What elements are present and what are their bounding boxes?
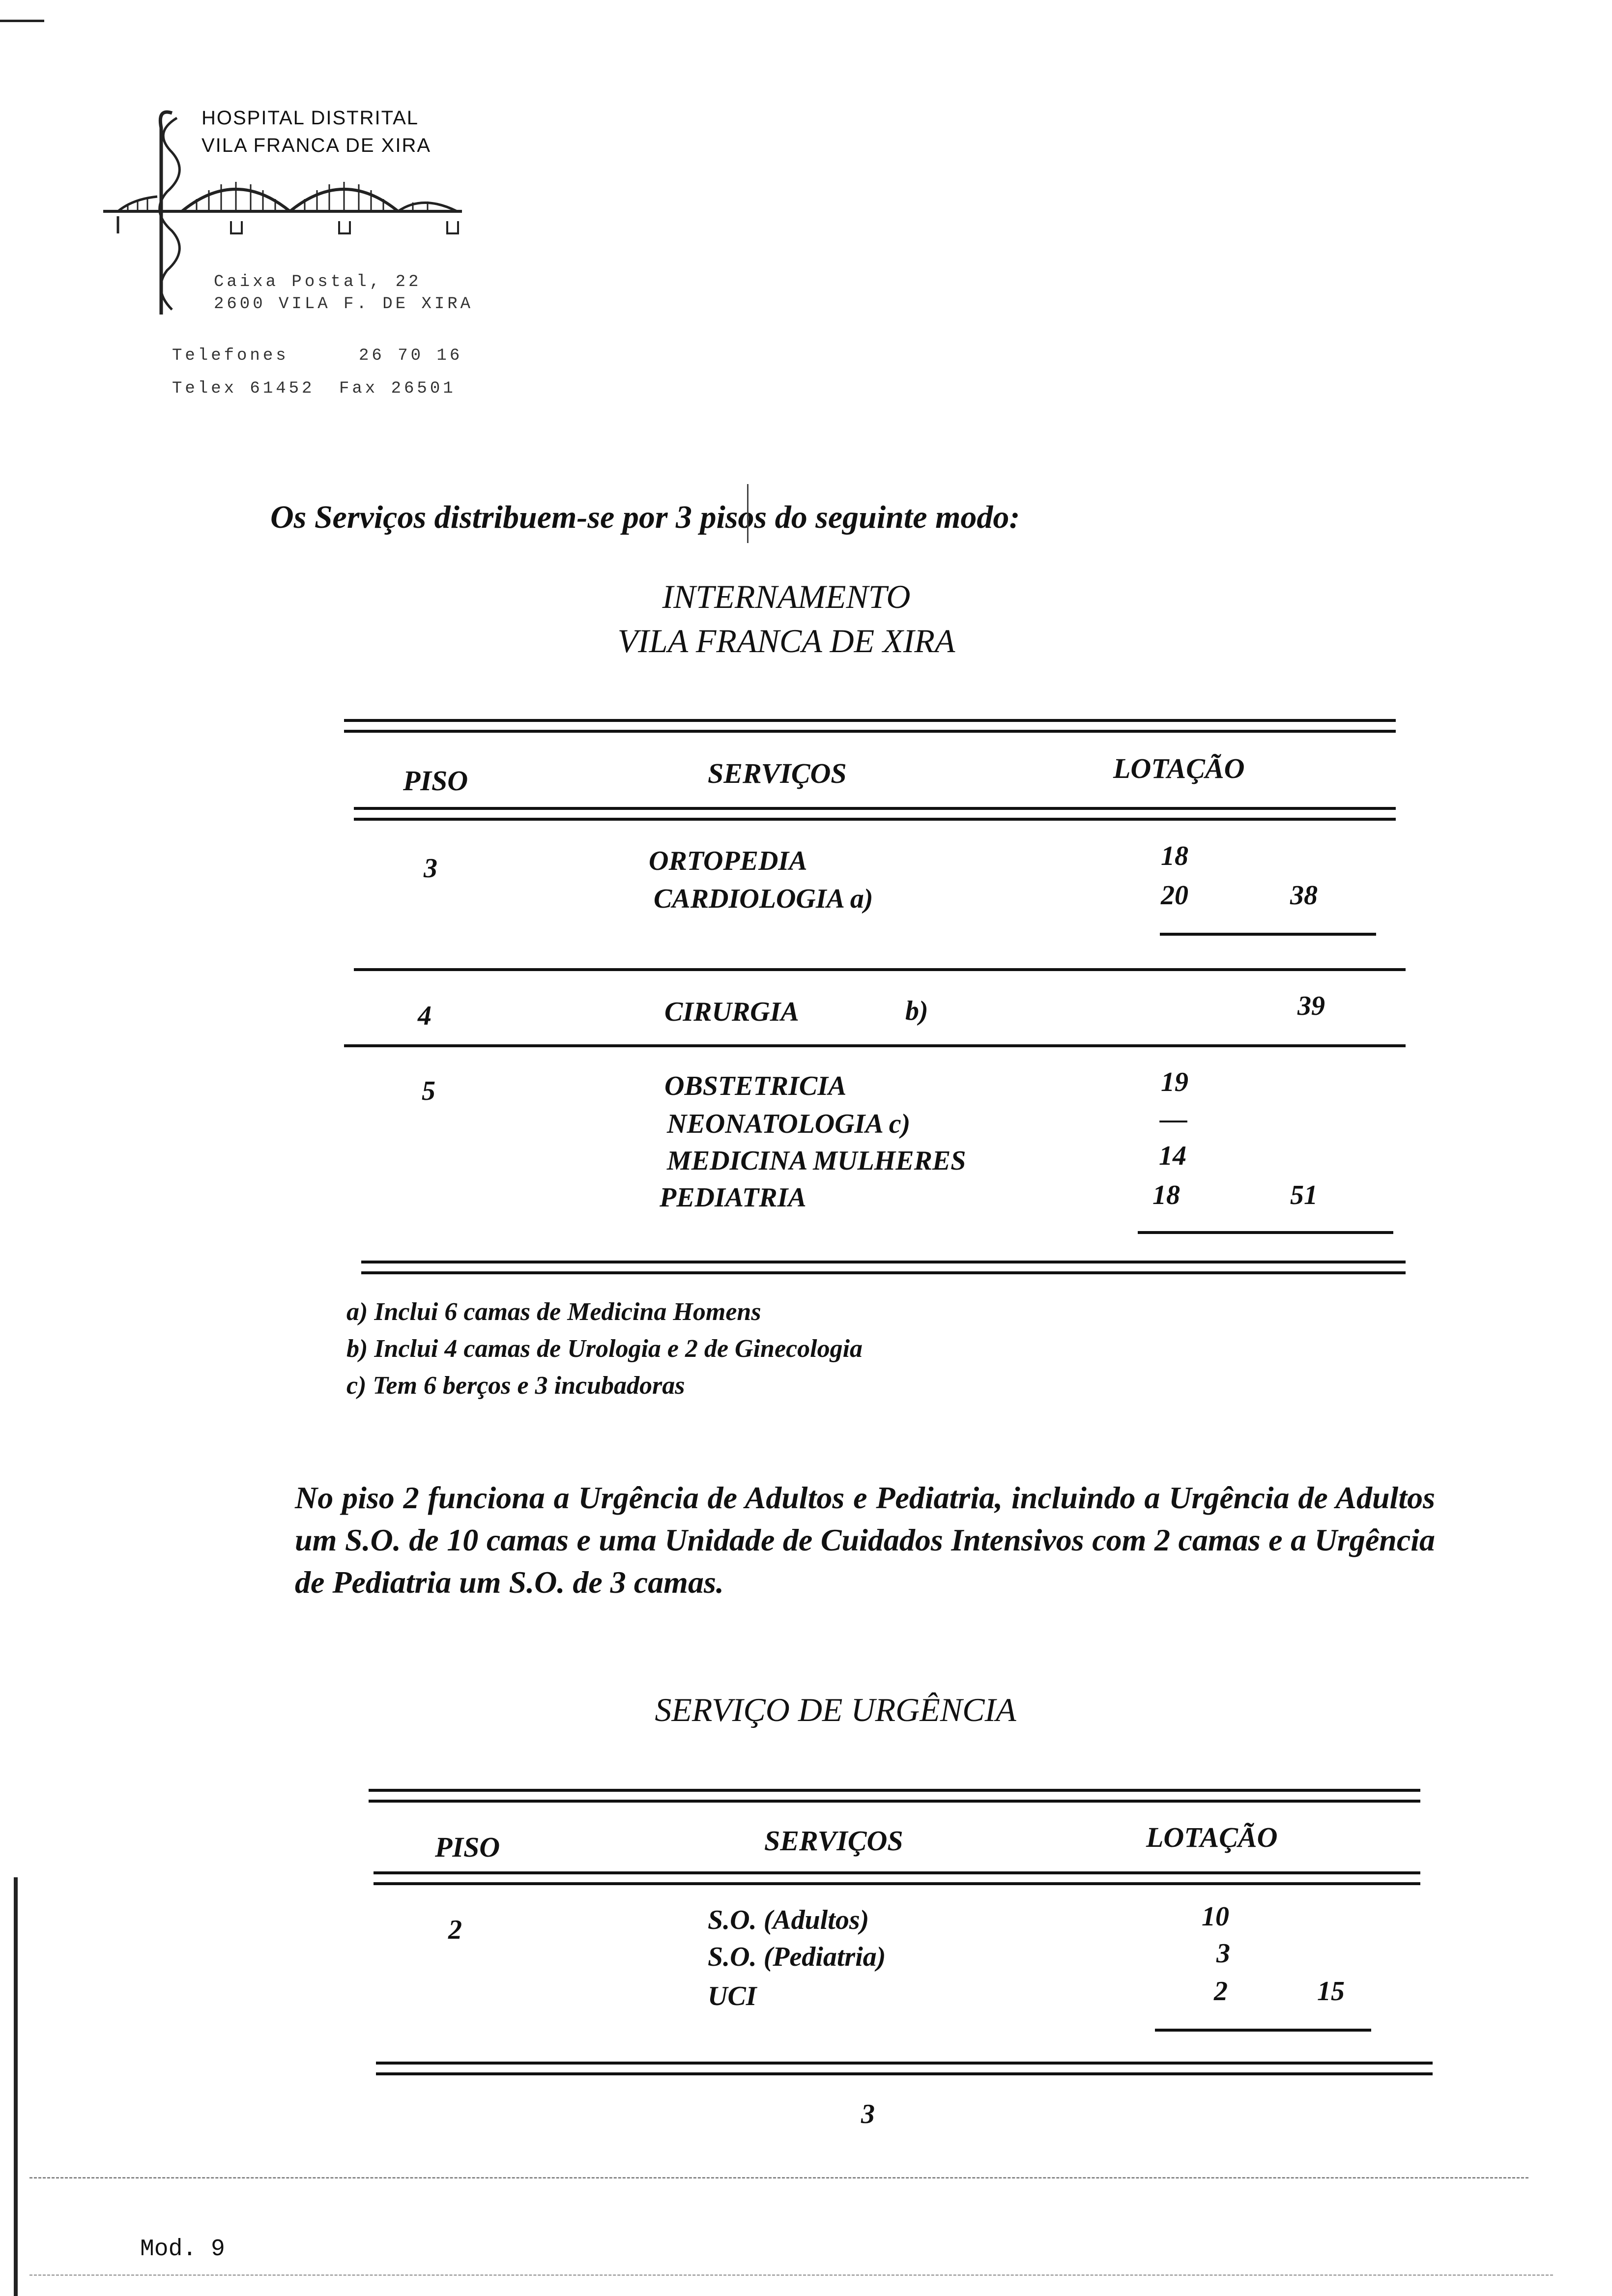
table1-piso-4: 4: [418, 1001, 432, 1031]
table1-top-rule: [344, 719, 1396, 733]
table1-header-rule: [354, 807, 1396, 821]
table1-servico-cirurgia: CIRURGIA: [664, 997, 799, 1027]
hospital-name-line1: HOSPITAL DISTRITAL: [202, 107, 419, 129]
table1-subtotal-rule-5: [1138, 1231, 1393, 1234]
table2-servico-uci: UCI: [708, 1981, 757, 2011]
table2-total: 15: [1317, 1976, 1345, 2007]
table2-piso-2: 2: [448, 1915, 462, 1945]
table1-lotacao-pediatria: 18: [1152, 1180, 1180, 1210]
table2-top-rule: [369, 1789, 1420, 1803]
table2-lotacao-so-pediatria: 3: [1216, 1938, 1230, 1969]
table2-header-lotacao: LOTAÇÃO: [1146, 1821, 1278, 1853]
table2-header-rule: [374, 1871, 1420, 1885]
table2-subtotal-rule: [1155, 2029, 1371, 2032]
urgency-paragraph: No piso 2 funciona a Urgência de Adultos e Pediatria, incluindo a Urgência de Adultos um S.O. de 10 camas e uma Unidade de Cuidados Intensivos com 2 camas e a Urgência de Pediatria um S.O. de 3 camas.: [295, 1480, 1435, 1600]
intro-text: Os Serviços distribuem-se por 3 pisos do seguinte modo:: [270, 499, 1020, 535]
table1-title-line1: INTERNAMENTO: [662, 578, 911, 615]
table1-header-servicos: SERVIÇOS: [708, 757, 847, 789]
table1-note-cirurgia: b): [905, 996, 928, 1026]
table1-lotacao-neonatologia: —: [1160, 1104, 1187, 1134]
table1-lotacao-ortopedia: 18: [1161, 841, 1188, 871]
table1-total-piso-3: 38: [1290, 880, 1318, 911]
address-line1: Caixa Postal, 22: [214, 273, 422, 291]
table2-title: SERVIÇO DE URGÊNCIA: [655, 1691, 1016, 1728]
table1-servico-pediatria: PEDIATRIA: [660, 1182, 806, 1213]
table1-piso-5: 5: [422, 1076, 435, 1106]
table1-subtotal-rule-3: [1160, 933, 1376, 936]
scan-artifact-dotted-line: [29, 2177, 1528, 2179]
table1-servico-ortopedia: ORTOPEDIA: [649, 846, 807, 876]
form-code: Mod. 9: [140, 2236, 225, 2263]
letterhead: [103, 98, 496, 423]
footnote-b: b) Inclui 4 camas de Urologia e 2 de Ginecologia: [346, 1335, 863, 1363]
table2-header-servicos: SERVIÇOS: [764, 1825, 903, 1857]
table1-servico-medicina-mulheres: MEDICINA MULHERES: [667, 1146, 966, 1176]
table2-header-piso: PISO: [435, 1831, 500, 1863]
address-line2: 2600 VILA F. DE XIRA: [214, 295, 474, 314]
table2-servico-so-adultos: S.O. (Adultos): [708, 1905, 869, 1935]
table2-servico-so-pediatria: S.O. (Pediatria): [708, 1942, 886, 1972]
table1-lotacao-obstetricia: 19: [1161, 1067, 1188, 1097]
fax: Fax 26501: [339, 379, 456, 398]
table1-servico-obstetricia: OBSTETRICIA: [664, 1071, 847, 1101]
scan-artifact-bottom-line: [29, 2274, 1553, 2276]
table2-lotacao-uci: 2: [1214, 1976, 1228, 2007]
phone-label: Telefones: [172, 346, 289, 365]
scan-artifact-left-edge: [14, 1877, 18, 2296]
phone-value: 26 70 16: [359, 346, 463, 365]
table1-header-lotacao: LOTAÇÃO: [1113, 752, 1245, 784]
table1-bottom-rule: [361, 1261, 1406, 1274]
footnote-c: c) Tem 6 berços e 3 incubadoras: [346, 1372, 685, 1400]
scan-artifact-line: [747, 484, 748, 543]
table1-lotacao-medicina-mulheres: 14: [1159, 1141, 1186, 1171]
table1-title-line2: VILA FRANCA DE XIRA: [617, 622, 955, 660]
table2-lotacao-so-adultos: 10: [1202, 1901, 1229, 1932]
table1-piso-3: 3: [424, 853, 437, 884]
table1-group-rule-2: [344, 1044, 1406, 1047]
scan-mark: [0, 20, 44, 22]
table1-total-piso-4: 39: [1297, 991, 1325, 1021]
telex: Telex 61452: [172, 379, 315, 398]
table1-total-piso-5: 51: [1290, 1180, 1318, 1210]
table1-header-piso: PISO: [403, 765, 468, 797]
page-number: 3: [861, 2099, 875, 2129]
table1-lotacao-cardiologia: 20: [1161, 880, 1188, 911]
hospital-name-line2: VILA FRANCA DE XIRA: [202, 135, 432, 156]
table1-servico-neonatologia: NEONATOLOGIA c): [667, 1109, 911, 1139]
table1-group-rule-1: [354, 968, 1406, 971]
footnote-a: a) Inclui 6 camas de Medicina Homens: [346, 1298, 761, 1326]
table1-servico-cardiologia: CARDIOLOGIA a): [654, 884, 873, 914]
table2-bottom-rule: [376, 2062, 1433, 2075]
